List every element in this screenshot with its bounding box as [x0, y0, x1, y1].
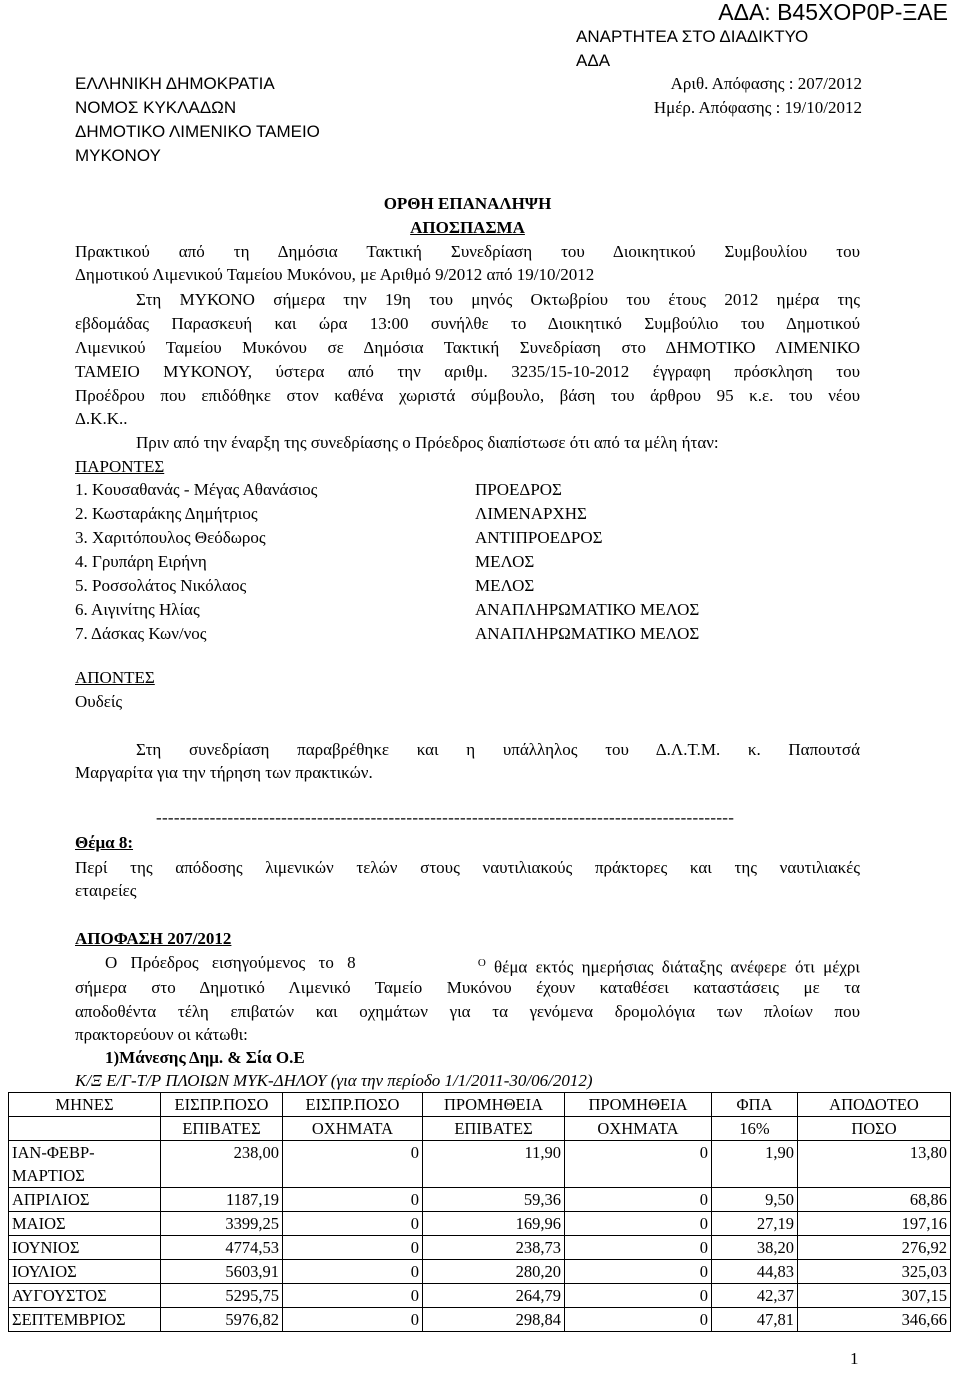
- value-cell: 9,50: [712, 1188, 798, 1212]
- value-cell: 44,83: [712, 1260, 798, 1284]
- absent-title: ΑΠΟΝΤΕΣ: [75, 668, 155, 687]
- value-cell: 307,15: [798, 1284, 951, 1308]
- month-cell: ΣΕΠΤΕΜΒΡΙΟΣ: [9, 1308, 161, 1332]
- value-cell: 0: [565, 1284, 712, 1308]
- value-cell: 298,84: [423, 1308, 565, 1332]
- value-cell: 169,96: [423, 1212, 565, 1236]
- table-row: [9, 1188, 951, 1212]
- header-republic: ΕΛΛΗΝΙΚΗ ΔΗΜΟΚΡΑΤΙΑ: [75, 74, 275, 93]
- table-row: [9, 1212, 951, 1236]
- header-port-fund: ΔΗΜΟΤΙΚΟ ΛΙΜΕΝΙΚΟ ΤΑΜΕΙΟ: [75, 122, 320, 141]
- para1-line-4: ΤΑΜΕΙΟ ΜΥΚΟΝΟΥ, ύστερα από την αριθμ. 3235/15-10-2012 έγγραφη πρόσκληση του: [75, 362, 860, 381]
- table-header-cell: ΠΡΟΜΗΘΕΙΑ: [423, 1093, 565, 1117]
- agent-subtitle: Κ/Ξ Ε/Γ-Τ/Ρ ΠΛΟΙΩΝ ΜΥΚ-ΔΗΛΟΥ (για την περίοδο 1/1/2011-30/06/2012): [75, 1071, 593, 1090]
- topic-line-2: εταιρείες: [75, 881, 137, 900]
- member-role: ΠΡΟΕΔΡΟΣ: [475, 480, 562, 499]
- member-name: 6. Αιγινίτης Ηλίας: [75, 600, 200, 619]
- decision-line-1-a: Ο Πρόεδρος εισηγούμενος το 8: [105, 953, 356, 972]
- value-cell: 0: [283, 1188, 423, 1212]
- value-cell: 0: [283, 1260, 423, 1284]
- month-cell: ΙΟΥΛΙΟΣ: [9, 1260, 161, 1284]
- value-cell: 276,92: [798, 1236, 951, 1260]
- intro-line-1: Πρακτικού από τη Δημόσια Τακτική Συνεδρίαση του Διοικητικού Συμβουλίου του: [75, 242, 860, 261]
- para1-line-2: εβδομάδας Παρασκευή και ώρα 13:00 συνήλθε το Διοικητικό Συμβούλιο του Δημοτικού: [75, 314, 860, 333]
- value-cell: 346,66: [798, 1308, 951, 1332]
- member-name: 7. Δάσκας Κων/νος: [75, 624, 207, 643]
- member-role: ΜΕΛΟΣ: [475, 576, 535, 595]
- value-cell: 238,73: [423, 1236, 565, 1260]
- table-header-cell: ΠΡΟΜΗΘΕΙΑ: [565, 1093, 712, 1117]
- value-cell: 42,37: [712, 1284, 798, 1308]
- value-cell: 0: [565, 1308, 712, 1332]
- value-cell: 325,03: [798, 1260, 951, 1284]
- member-name: 2. Κωσταράκης Δημήτριος: [75, 504, 258, 523]
- member-role: ΑΝΑΠΛΗΡΩΜΑΤΙΚΟ ΜΕΛΟΣ: [475, 600, 700, 619]
- value-cell: 47,81: [712, 1308, 798, 1332]
- ada-code: ΑΔΑ: Β45ΧΟΡ0Ρ-ΞΑΕ: [718, 0, 948, 25]
- posted-notice-ada: ΑΔΑ: [576, 51, 611, 70]
- topic-label: Θέμα 8:: [75, 833, 134, 852]
- table-row: [9, 1236, 951, 1260]
- member-role: ΛΙΜΕΝΑΡΧΗΣ: [475, 504, 587, 523]
- para1-line-1: Στη ΜΥΚΟΝΟ σήμερα την 19η του μηνός Οκτωβρίου του έτους 2012 ημέρα της: [136, 290, 860, 309]
- decision-line-2: σήμερα στο Δημοτικό Λιμενικό Ταμείο Μυκόνου έχουν καταθέσει καταστάσεις με τα: [75, 978, 860, 997]
- value-cell: 0: [565, 1236, 712, 1260]
- value-cell: 0: [565, 1260, 712, 1284]
- table-header-row: [9, 1093, 951, 1117]
- table-row: [9, 1260, 951, 1284]
- value-cell: 27,19: [712, 1212, 798, 1236]
- decision-title: ΑΠΟΦΑΣΗ 207/2012: [75, 929, 232, 948]
- member-name: 3. Χαριτόπουλος Θεόδωρος: [75, 528, 266, 547]
- value-cell: 1,90: [712, 1141, 798, 1188]
- present-title: ΠΑΡΟΝΤΕΣ: [75, 457, 165, 476]
- header-prefecture: ΝΟΜΟΣ ΚΥΚΛΑΔΩΝ: [75, 98, 237, 117]
- table-header-cell: [9, 1117, 161, 1141]
- table-header-cell: ΟΧΗΜΑΤΑ: [283, 1117, 423, 1141]
- para1-line-5: Προέδρου που επιδόθηκε στον καθένα χωριστά σύμβουλο, βάση του άρθρου 95 κ.ε. του νέου: [75, 386, 860, 405]
- value-cell: 0: [283, 1308, 423, 1332]
- value-cell: 0: [565, 1141, 712, 1188]
- member-name: 4. Γρυπάρη Ειρήνη: [75, 552, 207, 571]
- value-cell: 13,80: [798, 1141, 951, 1188]
- fees-table: [8, 1092, 951, 1332]
- month-cell: ΑΥΓΟΥΣΤΟΣ: [9, 1284, 161, 1308]
- table-header-cell: ΦΠΑ: [712, 1093, 798, 1117]
- value-cell: 0: [283, 1212, 423, 1236]
- value-cell: 5295,75: [161, 1284, 283, 1308]
- intro-line-2: Δημοτικού Λιμενικού Ταμείου Μυκόνου, με Αριθμό 9/2012 από 19/10/2012: [75, 265, 595, 284]
- absent-none: Ουδείς: [75, 692, 123, 711]
- month-cell: ΙΟΥΝΙΟΣ: [9, 1236, 161, 1260]
- value-cell: 280,20: [423, 1260, 565, 1284]
- value-cell: 3399,25: [161, 1212, 283, 1236]
- table-header-cell: ΕΠΙΒΑΤΕΣ: [161, 1117, 283, 1141]
- decision-line-4: πρακτορεύουν οι κάτωθι:: [75, 1025, 248, 1044]
- decision-date: Ημέρ. Απόφασης : 19/10/2012: [653, 98, 862, 117]
- value-cell: 0: [283, 1284, 423, 1308]
- posted-notice: ΑΝΑΡΤΗΤΕΑ ΣΤΟ ΔΙΑΔΙΚΤΥΟ: [576, 27, 809, 46]
- value-cell: 11,90: [423, 1141, 565, 1188]
- value-cell: 238,00: [161, 1141, 283, 1188]
- decision-line-1-b: [477, 952, 860, 979]
- table-header-cell: 16%: [712, 1117, 798, 1141]
- value-cell: 197,16: [798, 1212, 951, 1236]
- table-header-cell: ΕΙΣΠΡ.ΠΟΣΟ: [283, 1093, 423, 1117]
- para1-line-3: Λιμενικού Ταμείου Μυκόνου σε Δημόσια Τακτική Συνεδρίαση στο ΔΗΜΟΤΙΚΟ ΛΙΜΕΝΙΚΟ: [75, 338, 860, 357]
- month-label-cont: ΜΑΡΤΙΟΣ: [12, 1166, 85, 1185]
- member-name: 1. Κουσαθανάς - Μέγας Αθανάσιος: [75, 480, 318, 499]
- month-cell: ΜΑΙΟΣ: [9, 1212, 161, 1236]
- member-role: ΑΝΑΠΛΗΡΩΜΑΤΙΚΟ ΜΕΛΟΣ: [475, 624, 700, 643]
- agent-name: 1)Μάνεσης Δημ. & Σία Ο.Ε: [105, 1048, 305, 1067]
- month-label: ΙΑΝ-ΦΕΒΡ-: [12, 1143, 95, 1162]
- table-header-cell: ΑΠΟΔΟΤΕΟ: [798, 1093, 951, 1117]
- page-number: 1: [850, 1349, 859, 1368]
- member-role: ΜΕΛΟΣ: [475, 552, 535, 571]
- topic-line-1: Περί της απόδοσης λιμενικών τελών στους ναυτιλιακούς πράκτορες και της ναυτιλιακές: [75, 858, 860, 877]
- secretary-line-1: Στη συνεδρίαση παραβρέθηκε και η υπάλληλος του Δ.Λ.Τ.Μ. κ. Παπουτσά: [136, 740, 860, 759]
- value-cell: 38,20: [712, 1236, 798, 1260]
- value-cell: 59,36: [423, 1188, 565, 1212]
- para1-end: Δ.Κ.Κ..: [75, 409, 128, 428]
- value-cell: 0: [283, 1236, 423, 1260]
- value-cell: 4774,53: [161, 1236, 283, 1260]
- member-name: 5. Ροσσολάτος Νικόλαος: [75, 576, 247, 595]
- before-start: Πριν από την έναρξη της συνεδρίασης ο Πρόεδρος διαπίστωσε ότι από τα μέλη ήταν:: [136, 433, 719, 452]
- decision-line-3: αποδοθέντα τέλη επιβατών και οχημάτων για τα γενόμενα δρομολόγια των πλοίων που: [75, 1002, 860, 1021]
- value-cell: 68,86: [798, 1188, 951, 1212]
- value-cell: 5603,91: [161, 1260, 283, 1284]
- table-header-cell: ΠΟΣΟ: [798, 1117, 951, 1141]
- value-cell: 264,79: [423, 1284, 565, 1308]
- value-cell: 0: [565, 1212, 712, 1236]
- table-row: [9, 1141, 951, 1188]
- ordinal-superscript: Ο: [477, 957, 486, 969]
- month-cell: [9, 1141, 161, 1188]
- table-row: [9, 1284, 951, 1308]
- month-cell: ΑΠΡΙΛΙΟΣ: [9, 1188, 161, 1212]
- value-cell: 0: [283, 1141, 423, 1188]
- value-cell: 5976,82: [161, 1308, 283, 1332]
- table-row: [9, 1308, 951, 1332]
- table-header-cell: ΜΗΝΕΣ: [9, 1093, 161, 1117]
- title-corrected-repeat: ΟΡΘΗ ΕΠΑΝΑΛΗΨΗ: [383, 194, 552, 213]
- title-extract: ΑΠΟΣΠΑΣΜΑ: [410, 218, 525, 237]
- table-subheader-row: [9, 1117, 951, 1141]
- table-header-cell: ΕΠΙΒΑΤΕΣ: [423, 1117, 565, 1141]
- decision-line-1: [105, 952, 860, 979]
- table-header-cell: ΕΙΣΠΡ.ΠΟΣΟ: [161, 1093, 283, 1117]
- secretary-line-2: Μαργαρίτα για την τήρηση των πρακτικών.: [75, 763, 373, 782]
- decision-number: Αριθ. Απόφασης : 207/2012: [670, 74, 862, 93]
- value-cell: 1187,19: [161, 1188, 283, 1212]
- member-role: ΑΝΤΙΠΡΟΕΔΡΟΣ: [475, 528, 603, 547]
- decision-line-1-c: θέμα εκτός ημερήσιας διάταξης ανέφερε ότι μέχρι: [494, 957, 860, 977]
- separator-dashes: -------------------------------------------------------------------------------------------------: [156, 808, 735, 827]
- value-cell: 0: [565, 1188, 712, 1212]
- table-header-cell: ΟΧΗΜΑΤΑ: [565, 1117, 712, 1141]
- header-mykonos: ΜΥΚΟΝΟΥ: [75, 146, 161, 165]
